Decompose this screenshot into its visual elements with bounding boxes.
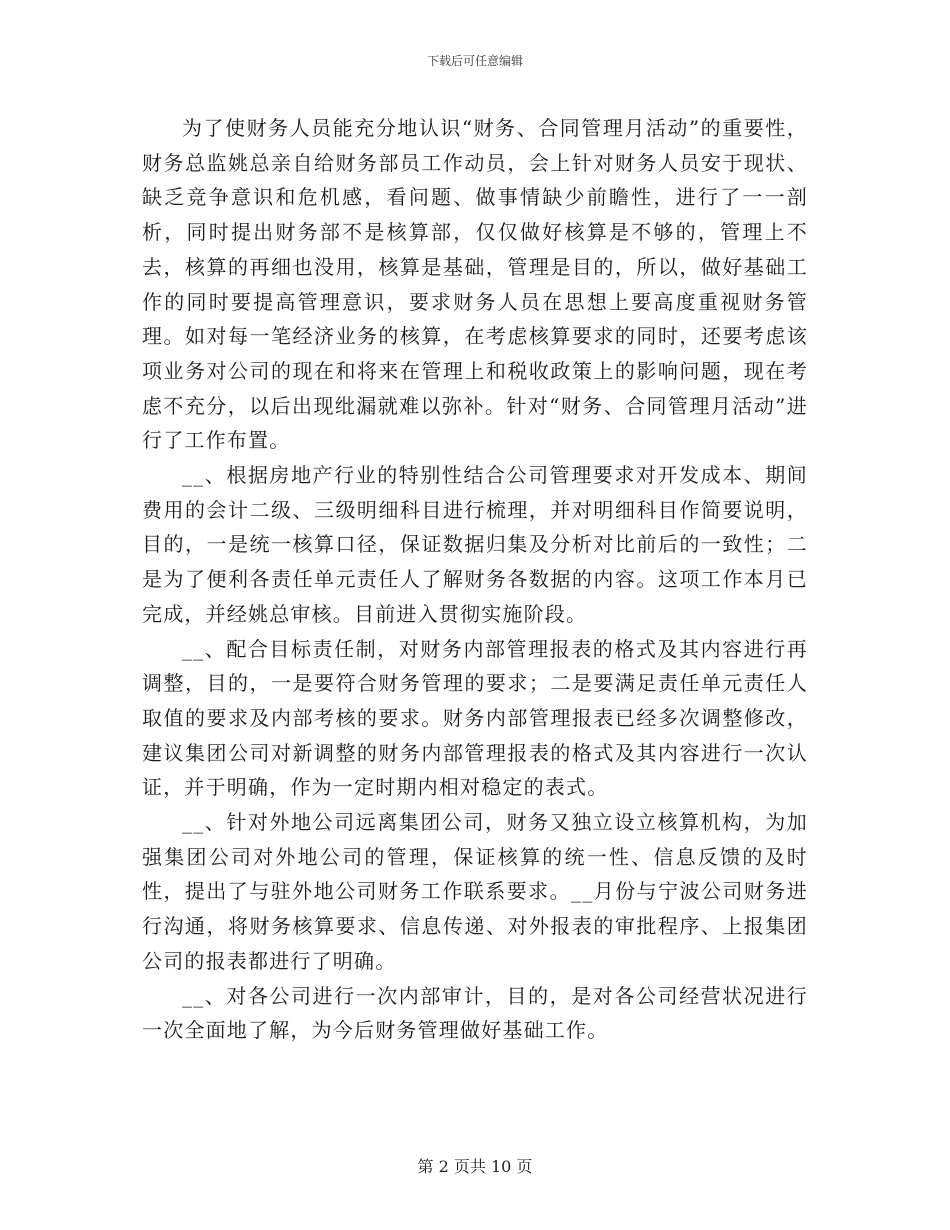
- page-number: 第 2 页共 10 页: [417, 1157, 533, 1176]
- paragraph-item-3: __、针对外地公司远离集团公司，财务又独立设立核算机构，为加强集团公司对外地公司的管理，保证核算的统一性、信息反馈的及时性，提出了与驻外地公司财务工作联系要求。__月份与宁波公司财务进行沟通，将财务核算要求、信息传递、对外报表的审批程序、上报集团公司的报表都进行了明确。: [142, 810, 808, 973]
- paragraph-item-1: __、根据房地产行业的特别性结合公司管理要求对开发成本、期间费用的会计二级、三级明细科目进行梳理，并对明细科目作简要说明，目的，一是统一核算口径，保证数据归集及分析对比前后的一致性；二是为了便利各责任单元责任人了解财务各数据的内容。这项工作本月已完成，并经姚总审核。目前进入贯彻实施阶段。: [142, 463, 808, 626]
- page-header: 下载后可任意编辑: [426, 54, 523, 68]
- paragraph-item-4: __、对各公司进行一次内部审计，目的，是对各公司经营状况进行一次全面地了解，为今后财务管理做好基础工作。: [142, 983, 808, 1043]
- paragraph-item-2: __、配合目标责任制，对财务内部管理报表的格式及其内容进行再调整，目的，一是要符合财务管理的要求；二是要满足责任单元责任人取值的要求及内部考核的要求。财务内部管理报表已经多次调整修改，建议集团公司对新调整的财务内部管理报表的格式及其内容进行一次认证，并于明确，作为一定时期内相对稳定的表式。: [142, 636, 808, 800]
- document-body: [142, 111, 808, 1048]
- paragraph-intro: 为了使财务人员能充分地认识“财务、合同管理月活动”的重要性，财务总监姚总亲自给财务部员工作动员，会上针对财务人员安于现状、缺乏竞争意识和危机感，看问题、做事情缺少前瞻性，进行了一一剖析，同时提出财务部不是核算部，仅仅做好核算是不够的，管理上不去，核算的再细也没用，核算是基础，管理是目的，所以，做好基础工作的同时要提高管理意识，要求财务人员在思想上要高度重视财务管理。如对每一笔经济业务的核算，在考虑核算要求的同时，还要考虑该项业务对公司的现在和将来在管理上和税收政策上的影响问题，现在考虑不充分，以后出现纰漏就难以弥补。针对“财务、合同管理月活动”进行了工作布置。: [142, 116, 808, 453]
